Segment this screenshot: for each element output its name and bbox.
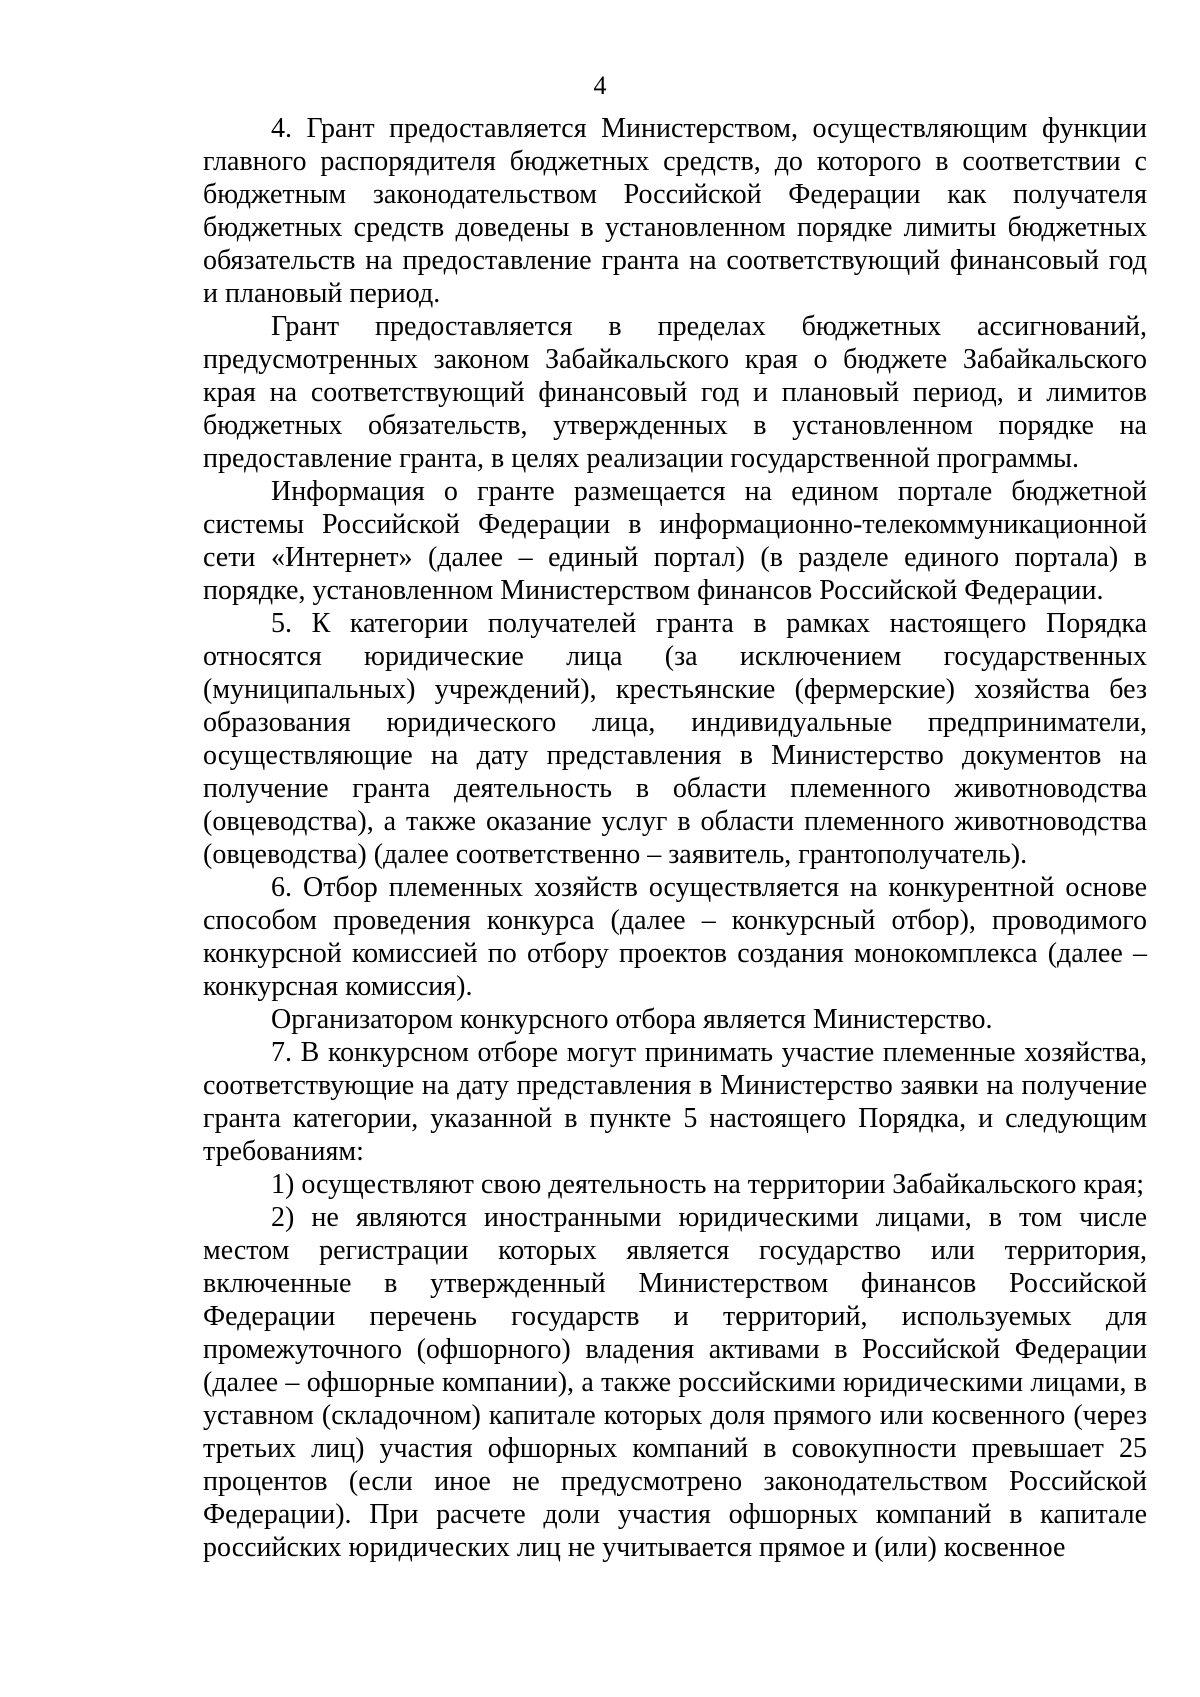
list-item-requirement-2: 2) не являются иностранными юридическими лицами, в том числе местом регистрации которых является государство или территория, включенные в утвержденный Министерством финансов Российской Федерации перечень государств и территорий, используемых для промежуточного (офшорного) владения активами в Российской Федерации (далее – офшорные компании), а также российскими юридическими лицами, в уставном (складочном) капитале которых доля прямого или косвенного (через третьих лиц) участия офшорных компаний в совокупности превышает 25 процентов (если иное не предусмотрено законодательством Российской Федерации). При расчете доли участия офшорных компаний в капитале российских юридических лиц не учитывается прямое и (или) косвенное: [203, 1202, 1147, 1563]
paragraph-grant-information: Информация о гранте размещается на едином портале бюджетной системы Российской Федерации в информационно-телекоммуникационной сети «Интернет» (далее – единый портал) (в разделе единого портала) в порядке, установленном Министерством финансов Российской Федерации.: [203, 476, 1147, 606]
paragraph-5-recipient-category: 5. К категории получателей гранта в рамках настоящего Порядка относятся юридические лица (за исключением государственных (муниципальных) учреждений), крестьянские (фермерские) хозяйства без образования юридического лица, индивидуальные предприниматели, осуществляющие на дату представления в Министерство документов на получение гранта деятельность в области племенного животноводства (овцеводства), а также оказание услуг в области племенного животноводства (овцеводства) (далее соответственно – заявитель, грантополучатель).: [203, 608, 1147, 870]
document-body: [203, 112, 1147, 1564]
paragraph-6-selection: 6. Отбор племенных хозяйств осуществляется на конкурентной основе способом проведения конкурса (далее – конкурсный отбор), проводимого конкурсной комиссией по отбору проектов создания монокомплекса (далее – конкурсная комиссия).: [203, 872, 1147, 1002]
paragraph-grant-limits: Грант предоставляется в пределах бюджетных ассигнований, предусмотренных законом Забайкальского края о бюджете Забайкальского края на соответствующий финансовый год и плановый период, и лимитов бюджетных обязательств, утвержденных в установленном порядке на предоставление гранта, в целях реализации государственной программы.: [203, 311, 1147, 474]
paragraph-4-grant-provision: 4. Грант предоставляется Министерством, осуществляющим функции главного распорядителя бюджетных средств, до которого в соответствии с бюджетным законодательством Российской Федерации как получателя бюджетных средств доведены в установленном порядке лимиты бюджетных обязательств на предоставление гранта на соответствующий финансовый год и плановый период.: [203, 113, 1147, 309]
paragraph-selection-organizer: Организатором конкурсного отбора является Министерство.: [271, 1004, 993, 1035]
page-number: 4: [593, 71, 607, 100]
paragraph-7-participation: 7. В конкурсном отборе могут принимать участие племенные хозяйства, соответствующие на дату представления в Министерство заявки на получение гранта категории, указанной в пункте 5 настоящего Порядка, и следующим требованиям:: [203, 1037, 1147, 1167]
list-item-requirement-1: 1) осуществляют свою деятельность на территории Забайкальского края;: [271, 1169, 1145, 1200]
